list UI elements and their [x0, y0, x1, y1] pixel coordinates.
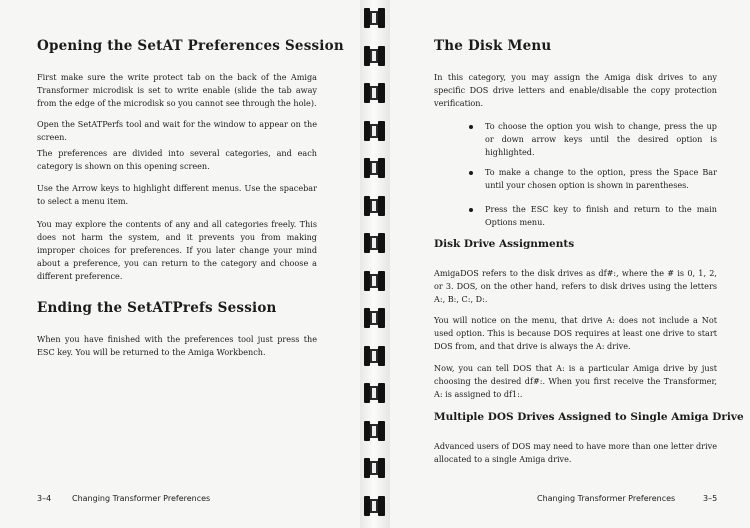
paragraph-arrow-keys: Use the Arrow keys to highlight different menus. Use the spacebar to select a menu item.	[37, 183, 317, 206]
bullet-make-change: To make a change to the option, press the Space Bar until your chosen option is shown in parentheses.	[485, 167, 717, 190]
binding-coil	[364, 196, 386, 216]
heading-opening-session: Opening the SetAT Preferences Session	[37, 38, 344, 54]
running-footer-title: Changing Transformer Preferences	[537, 494, 676, 503]
paragraph-amigados-drives: AmigaDOS refers to the disk drives as df#:, where the # is 0, 1, 2, or 3. DOS, on the other hand, refers to disk drives using the letters A:, B:, C:, D:.	[434, 268, 717, 304]
bullet-choose-option: To choose the option you wish to change, press the up or down arrow keys until the desired option is highlighted.	[485, 121, 717, 157]
binding-coil	[364, 458, 386, 478]
spiral-binding	[360, 0, 390, 528]
binding-coil	[364, 421, 386, 441]
bullet-dot-3	[469, 208, 473, 212]
paragraph-df-assignment: Now, you can tell DOS that A: is a particular Amiga drive by just choosing the desired df#:. When you first receive the Transformer, A: is assigned to df1:.	[434, 363, 717, 399]
bullet-dot-2	[469, 171, 473, 175]
paragraph-open-tool: Open the SetATPerfs tool and wait for the window to appear on the screen.	[37, 119, 317, 142]
bullet-press-esc: Press the ESC key to finish and return to the main Options menu.	[485, 204, 717, 227]
binding-coil	[364, 383, 386, 403]
paragraph-write-protect: First make sure the write protect tab on the back of the Amiga Transformer microdisk is set to write enable (slide the tab away from the edge of the microdisk so you cannot see through the hole).	[37, 72, 317, 108]
bullet-dot-1	[469, 125, 473, 129]
binding-coil	[364, 233, 386, 253]
paragraph-categories: The preferences are divided into several categories, and each category is shown on this opening screen.	[37, 148, 317, 171]
paragraph-esc-key: When you have finished with the preferences tool just press the ESC key. You will be returned to the Amiga Workbench.	[37, 334, 317, 357]
binding-coil	[364, 158, 386, 178]
running-footer-title: Changing Transformer Preferences	[72, 494, 211, 503]
paragraph-disk-category: In this category, you may assign the Amiga disk drives to any specific DOS drive letters and enable/disable the copy protection verification.	[434, 72, 717, 108]
page-number: 3–5	[703, 494, 718, 503]
paragraph-drive-a: You will notice on the menu, that drive A: does not include a Not used option. This is because DOS requires at least one drive to start DOS from, and that drive is always the A: drive.	[434, 315, 717, 351]
binding-coil	[364, 271, 386, 291]
binding-coil	[364, 308, 386, 328]
binding-coil	[364, 496, 386, 516]
heading-disk-menu: The Disk Menu	[434, 38, 552, 54]
paragraph-advanced-users: Advanced users of DOS may need to have more than one letter drive allocated to a single Amiga drive.	[434, 441, 717, 464]
paragraph-explore: You may explore the contents of any and all categories freely. This does not harm the system, and it prevents you from making improper choices for preferences. If you later change your mind about a preference, you can return to the category and choose a different preference.	[37, 219, 317, 281]
binding-coil	[364, 121, 386, 141]
left-page	[0, 0, 360, 528]
page-number: 3–4	[37, 494, 52, 503]
binding-coil	[364, 346, 386, 366]
right-page	[390, 0, 750, 528]
binding-coil	[364, 8, 386, 28]
binding-coil	[364, 83, 386, 103]
binding-coil	[364, 46, 386, 66]
heading-multiple-drives: Multiple DOS Drives Assigned to Single Amiga Drive	[434, 411, 744, 423]
heading-drive-assignments: Disk Drive Assignments	[434, 238, 575, 250]
heading-ending-session: Ending the SetATPrefs Session	[37, 300, 277, 316]
